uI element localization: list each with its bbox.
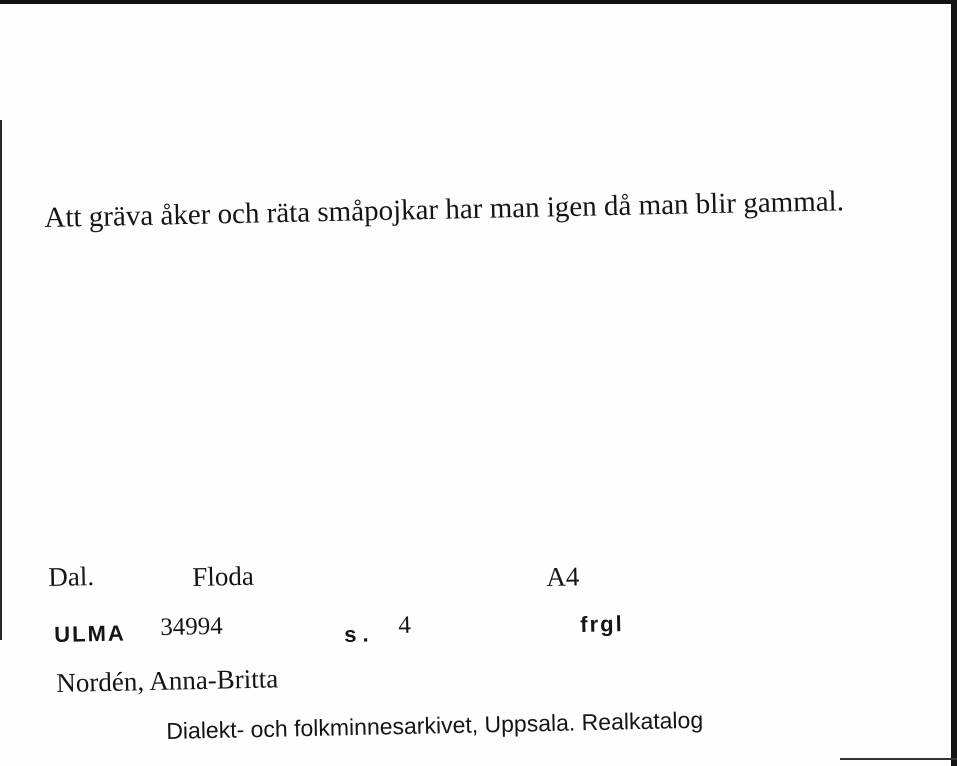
card-edge-left	[0, 120, 2, 640]
collector-name: Nordén, Anna-Britta	[56, 663, 279, 698]
card-edge-top	[0, 0, 957, 4]
proverb-text: Att gräva åker och räta småpojkar har man igen då man blir gammal.	[44, 185, 845, 234]
card-edge-bottom	[840, 758, 957, 760]
page-label: s.	[344, 621, 375, 647]
card-edge-right	[951, 0, 957, 766]
page-number: 4	[398, 611, 412, 639]
province: Dal.	[48, 561, 95, 592]
category-code: frgl	[580, 611, 624, 637]
archive-abbreviation: ULMA	[54, 620, 127, 647]
archive-footer: Dialekt- och folkminnesarkivet, Uppsala. Realkatalog	[166, 706, 704, 744]
classification-code: A4	[546, 561, 580, 592]
parish: Floda	[192, 560, 255, 592]
record-number: 34994	[160, 612, 224, 641]
